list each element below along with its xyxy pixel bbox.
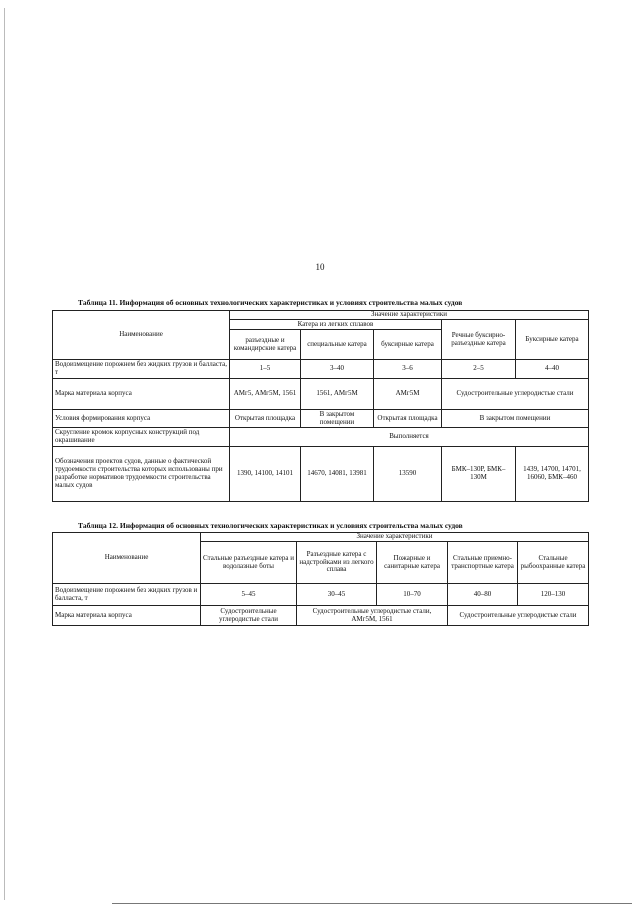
table-row — [53, 447, 589, 502]
table-12-col-4: Стальные приемно-транспортные катера — [448, 542, 518, 584]
row-label: Скругление кромок корпусных конструкций под окрашивание — [53, 428, 230, 447]
table-cell: 5–45 — [201, 584, 297, 606]
table-11-col-special: специальные катера — [301, 330, 374, 360]
table-cell: АМг5, АМг5М, 1561 — [230, 379, 301, 410]
table-12-header-values: Значение характеристики — [201, 533, 589, 542]
table-row — [53, 606, 589, 626]
table-11-col-river: Речные буксирно-разъездные катера — [442, 320, 516, 360]
table-cell: 1390, 14100, 14101 — [230, 447, 301, 502]
table-cell: 3–40 — [301, 360, 374, 379]
table-cell: Судостроительные углеродистые стали, АМг5М, 1561 — [297, 606, 448, 626]
table-cell: 1439, 14700, 14701, 16060, БМК–460 — [516, 447, 589, 502]
row-label: Обозначения проектов судов, данные о фактической трудоемкости строительства которых использованы при разработке нормативов трудоемкости строительства малых судов — [53, 447, 230, 502]
page-number: 10 — [315, 262, 325, 272]
table-11-col-towing: буксирные катера — [374, 330, 442, 360]
table-cell: 14670, 14081, 13981 — [301, 447, 374, 502]
table-cell: АМг5М — [374, 379, 442, 410]
table-11-header-values: Значение характеристики — [230, 311, 589, 320]
table-row — [53, 428, 589, 447]
table-cell: 40–80 — [448, 584, 518, 606]
table-cell: 13590 — [374, 447, 442, 502]
table-row — [53, 360, 589, 379]
row-label: Условия формирования корпуса — [53, 410, 230, 428]
table-cell: В закрытом помещении — [301, 410, 374, 428]
table-12-col-1: Стальные разъездные катера и водолазные боты — [201, 542, 297, 584]
table-12-col-3: Пожарные и санитарные катера — [377, 542, 448, 584]
table-cell: 120–130 — [518, 584, 589, 606]
table-11-col-travel-command: разъездные и командирские катера — [230, 330, 301, 360]
table-cell: Открытая площадка — [374, 410, 442, 428]
table-cell: Открытая площадка — [230, 410, 301, 428]
table-cell: 30–45 — [297, 584, 377, 606]
table-cell: БМК–130Р, БМК–130М — [442, 447, 516, 502]
page-bottom-edge — [112, 903, 632, 904]
table-12-col-2: Разъездные катера с надстройками из легкого сплава — [297, 542, 377, 584]
table-row — [53, 379, 589, 410]
table-12-title: Таблица 12. Информация об основных технологических характеристиках и условиях строительства малых судов — [78, 521, 463, 530]
row-label: Марка материала корпуса — [53, 606, 201, 626]
table-row — [53, 584, 589, 606]
page-left-edge — [4, 8, 5, 900]
table-cell: 2–5 — [442, 360, 516, 379]
table-cell: 1–5 — [230, 360, 301, 379]
table-11-col-tug: Буксирные катера — [516, 320, 589, 360]
table-11 — [52, 310, 589, 502]
table-cell: Выполняется — [230, 428, 589, 447]
table-11-header-name: Наименование — [53, 311, 230, 360]
row-label: Марка материала корпуса — [53, 379, 230, 410]
table-cell: В закрытом помещении — [442, 410, 589, 428]
row-label: Водоизмещение порожнем без жидких грузов и балласта, т — [53, 584, 201, 606]
table-row — [53, 410, 589, 428]
table-cell: 1561, АМг5М — [301, 379, 374, 410]
table-11-group-light-alloy: Катера из легких сплавов — [230, 320, 442, 330]
table-12 — [52, 532, 589, 626]
table-12-col-5: Стальные рыбоохранные катера — [518, 542, 589, 584]
table-11-title: Таблица 11. Информация об основных технологических характеристиках и условиях строительства малых судов — [78, 298, 463, 307]
table-cell: Судостроительные углеродистые стали — [442, 379, 589, 410]
table-cell: 4–40 — [516, 360, 589, 379]
table-cell: Судостроительные углеродистые стали — [201, 606, 297, 626]
table-cell: 10–70 — [377, 584, 448, 606]
table-cell: Судостроительные углеродистые стали — [448, 606, 589, 626]
row-label: Водоизмещение порожнем без жидких грузов и балласта, т — [53, 360, 230, 379]
table-12-header-name: Наименование — [53, 533, 201, 584]
table-cell: 3–6 — [374, 360, 442, 379]
